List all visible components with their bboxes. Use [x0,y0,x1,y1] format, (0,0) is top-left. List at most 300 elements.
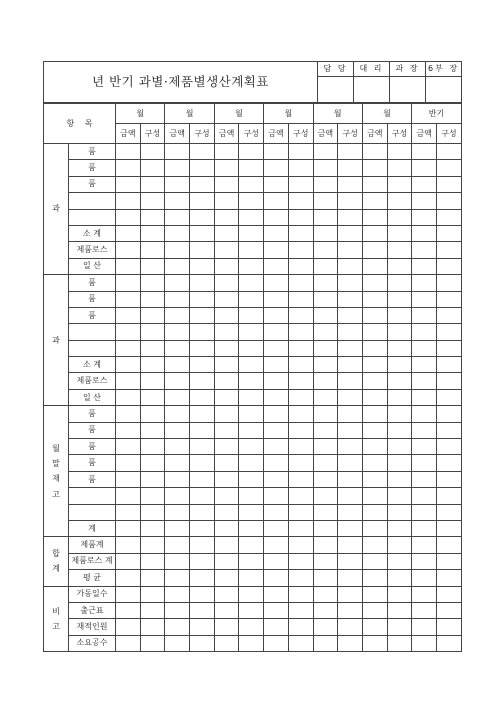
ratio-cell[interactable] [437,160,462,176]
amount-cell[interactable] [165,225,190,241]
ratio-cell[interactable] [387,324,412,340]
ratio-cell[interactable] [338,176,363,192]
amount-cell[interactable] [116,537,141,553]
amount-cell[interactable] [313,291,338,307]
ratio-cell[interactable] [387,635,412,651]
ratio-cell[interactable] [288,488,313,504]
amount-cell[interactable] [264,471,289,487]
ratio-cell[interactable] [190,357,215,373]
ratio-cell[interactable] [338,520,363,536]
amount-cell[interactable] [264,537,289,553]
ratio-cell[interactable] [288,439,313,455]
ratio-cell[interactable] [338,373,363,389]
amount-cell[interactable] [362,619,387,635]
ratio-cell[interactable] [140,275,165,291]
amount-cell[interactable] [362,340,387,356]
ratio-cell[interactable] [140,537,165,553]
ratio-cell[interactable] [140,439,165,455]
amount-cell[interactable] [412,193,437,209]
ratio-cell[interactable] [288,209,313,225]
ratio-cell[interactable] [288,324,313,340]
ratio-cell[interactable] [387,439,412,455]
ratio-cell[interactable] [437,242,462,258]
ratio-cell[interactable] [140,193,165,209]
amount-cell[interactable] [313,471,338,487]
amount-cell[interactable] [313,340,338,356]
amount-cell[interactable] [116,422,141,438]
amount-cell[interactable] [313,602,338,618]
amount-cell[interactable] [362,357,387,373]
amount-cell[interactable] [116,439,141,455]
amount-cell[interactable] [214,635,239,651]
ratio-cell[interactable] [387,537,412,553]
amount-cell[interactable] [116,471,141,487]
ratio-cell[interactable] [387,406,412,422]
ratio-cell[interactable] [338,553,363,569]
amount-cell[interactable] [313,635,338,651]
ratio-cell[interactable] [387,144,412,160]
amount-cell[interactable] [214,602,239,618]
ratio-cell[interactable] [387,553,412,569]
amount-cell[interactable] [362,193,387,209]
ratio-cell[interactable] [338,439,363,455]
amount-cell[interactable] [165,258,190,274]
ratio-cell[interactable] [140,406,165,422]
amount-cell[interactable] [165,291,190,307]
amount-cell[interactable] [264,242,289,258]
ratio-cell[interactable] [288,291,313,307]
ratio-cell[interactable] [338,275,363,291]
amount-cell[interactable] [362,520,387,536]
amount-cell[interactable] [313,488,338,504]
amount-cell[interactable] [214,242,239,258]
ratio-cell[interactable] [288,586,313,602]
ratio-cell[interactable] [190,144,215,160]
amount-cell[interactable] [214,193,239,209]
ratio-cell[interactable] [338,389,363,405]
approval-sign-box[interactable] [318,77,354,103]
ratio-cell[interactable] [190,488,215,504]
ratio-cell[interactable] [140,209,165,225]
ratio-cell[interactable] [140,520,165,536]
ratio-cell[interactable] [437,439,462,455]
ratio-cell[interactable] [437,406,462,422]
ratio-cell[interactable] [190,193,215,209]
ratio-cell[interactable] [338,225,363,241]
ratio-cell[interactable] [437,455,462,471]
ratio-cell[interactable] [387,340,412,356]
amount-cell[interactable] [116,373,141,389]
ratio-cell[interactable] [387,307,412,323]
ratio-cell[interactable] [387,160,412,176]
amount-cell[interactable] [214,406,239,422]
amount-cell[interactable] [116,225,141,241]
ratio-cell[interactable] [239,144,264,160]
amount-cell[interactable] [412,471,437,487]
ratio-cell[interactable] [190,471,215,487]
ratio-cell[interactable] [239,570,264,586]
amount-cell[interactable] [362,275,387,291]
ratio-cell[interactable] [239,193,264,209]
ratio-cell[interactable] [239,176,264,192]
ratio-cell[interactable] [437,619,462,635]
amount-cell[interactable] [264,193,289,209]
amount-cell[interactable] [165,602,190,618]
amount-cell[interactable] [264,357,289,373]
amount-cell[interactable] [165,537,190,553]
amount-cell[interactable] [214,422,239,438]
ratio-cell[interactable] [239,209,264,225]
ratio-cell[interactable] [190,504,215,520]
amount-cell[interactable] [165,635,190,651]
ratio-cell[interactable] [387,209,412,225]
amount-cell[interactable] [412,160,437,176]
amount-cell[interactable] [313,422,338,438]
amount-cell[interactable] [412,258,437,274]
amount-cell[interactable] [165,307,190,323]
amount-cell[interactable] [264,291,289,307]
amount-cell[interactable] [313,504,338,520]
amount-cell[interactable] [116,553,141,569]
amount-cell[interactable] [214,357,239,373]
amount-cell[interactable] [165,144,190,160]
amount-cell[interactable] [313,160,338,176]
ratio-cell[interactable] [140,389,165,405]
ratio-cell[interactable] [239,537,264,553]
ratio-cell[interactable] [338,586,363,602]
amount-cell[interactable] [214,324,239,340]
ratio-cell[interactable] [338,455,363,471]
ratio-cell[interactable] [190,324,215,340]
amount-cell[interactable] [362,373,387,389]
amount-cell[interactable] [412,291,437,307]
amount-cell[interactable] [165,488,190,504]
ratio-cell[interactable] [437,275,462,291]
amount-cell[interactable] [313,455,338,471]
amount-cell[interactable] [313,144,338,160]
amount-cell[interactable] [264,176,289,192]
ratio-cell[interactable] [387,225,412,241]
ratio-cell[interactable] [140,176,165,192]
ratio-cell[interactable] [338,357,363,373]
amount-cell[interactable] [313,537,338,553]
ratio-cell[interactable] [140,488,165,504]
ratio-cell[interactable] [190,602,215,618]
amount-cell[interactable] [264,225,289,241]
ratio-cell[interactable] [140,504,165,520]
amount-cell[interactable] [412,504,437,520]
ratio-cell[interactable] [387,242,412,258]
ratio-cell[interactable] [239,373,264,389]
ratio-cell[interactable] [437,389,462,405]
amount-cell[interactable] [362,176,387,192]
ratio-cell[interactable] [239,242,264,258]
ratio-cell[interactable] [288,258,313,274]
ratio-cell[interactable] [437,635,462,651]
ratio-cell[interactable] [437,537,462,553]
ratio-cell[interactable] [437,193,462,209]
amount-cell[interactable] [214,225,239,241]
ratio-cell[interactable] [437,570,462,586]
ratio-cell[interactable] [338,291,363,307]
ratio-cell[interactable] [190,586,215,602]
amount-cell[interactable] [313,553,338,569]
ratio-cell[interactable] [239,275,264,291]
ratio-cell[interactable] [338,602,363,618]
amount-cell[interactable] [214,537,239,553]
ratio-cell[interactable] [387,357,412,373]
ratio-cell[interactable] [338,160,363,176]
ratio-cell[interactable] [338,471,363,487]
amount-cell[interactable] [214,291,239,307]
amount-cell[interactable] [412,275,437,291]
approval-sign-box[interactable] [354,77,390,103]
amount-cell[interactable] [214,144,239,160]
amount-cell[interactable] [264,275,289,291]
ratio-cell[interactable] [387,520,412,536]
ratio-cell[interactable] [338,619,363,635]
amount-cell[interactable] [264,258,289,274]
amount-cell[interactable] [264,160,289,176]
amount-cell[interactable] [362,291,387,307]
amount-cell[interactable] [412,570,437,586]
amount-cell[interactable] [412,635,437,651]
amount-cell[interactable] [412,602,437,618]
amount-cell[interactable] [116,406,141,422]
amount-cell[interactable] [313,389,338,405]
amount-cell[interactable] [412,225,437,241]
amount-cell[interactable] [412,389,437,405]
ratio-cell[interactable] [239,258,264,274]
ratio-cell[interactable] [288,570,313,586]
amount-cell[interactable] [116,570,141,586]
amount-cell[interactable] [412,537,437,553]
amount-cell[interactable] [165,504,190,520]
amount-cell[interactable] [264,504,289,520]
ratio-cell[interactable] [338,340,363,356]
ratio-cell[interactable] [437,520,462,536]
amount-cell[interactable] [165,373,190,389]
ratio-cell[interactable] [437,357,462,373]
amount-cell[interactable] [313,357,338,373]
amount-cell[interactable] [362,504,387,520]
amount-cell[interactable] [214,619,239,635]
ratio-cell[interactable] [140,635,165,651]
amount-cell[interactable] [165,275,190,291]
ratio-cell[interactable] [140,307,165,323]
amount-cell[interactable] [214,520,239,536]
amount-cell[interactable] [362,258,387,274]
ratio-cell[interactable] [338,488,363,504]
amount-cell[interactable] [264,324,289,340]
amount-cell[interactable] [264,586,289,602]
ratio-cell[interactable] [190,520,215,536]
amount-cell[interactable] [165,340,190,356]
ratio-cell[interactable] [288,635,313,651]
ratio-cell[interactable] [338,504,363,520]
amount-cell[interactable] [116,619,141,635]
ratio-cell[interactable] [387,373,412,389]
ratio-cell[interactable] [338,258,363,274]
amount-cell[interactable] [362,225,387,241]
ratio-cell[interactable] [190,389,215,405]
amount-cell[interactable] [214,488,239,504]
amount-cell[interactable] [362,307,387,323]
amount-cell[interactable] [165,209,190,225]
ratio-cell[interactable] [437,340,462,356]
ratio-cell[interactable] [190,455,215,471]
amount-cell[interactable] [165,193,190,209]
ratio-cell[interactable] [190,553,215,569]
amount-cell[interactable] [362,160,387,176]
amount-cell[interactable] [214,340,239,356]
ratio-cell[interactable] [239,389,264,405]
ratio-cell[interactable] [338,242,363,258]
ratio-cell[interactable] [437,422,462,438]
ratio-cell[interactable] [288,340,313,356]
amount-cell[interactable] [116,586,141,602]
ratio-cell[interactable] [288,225,313,241]
amount-cell[interactable] [116,144,141,160]
ratio-cell[interactable] [387,504,412,520]
ratio-cell[interactable] [338,144,363,160]
amount-cell[interactable] [362,406,387,422]
ratio-cell[interactable] [140,258,165,274]
amount-cell[interactable] [214,160,239,176]
ratio-cell[interactable] [338,422,363,438]
ratio-cell[interactable] [239,324,264,340]
amount-cell[interactable] [264,455,289,471]
amount-cell[interactable] [313,258,338,274]
ratio-cell[interactable] [239,225,264,241]
ratio-cell[interactable] [190,340,215,356]
ratio-cell[interactable] [338,209,363,225]
ratio-cell[interactable] [190,422,215,438]
amount-cell[interactable] [362,488,387,504]
ratio-cell[interactable] [239,455,264,471]
amount-cell[interactable] [412,324,437,340]
ratio-cell[interactable] [140,619,165,635]
amount-cell[interactable] [165,406,190,422]
ratio-cell[interactable] [288,471,313,487]
amount-cell[interactable] [313,324,338,340]
ratio-cell[interactable] [140,553,165,569]
amount-cell[interactable] [264,422,289,438]
amount-cell[interactable] [116,455,141,471]
ratio-cell[interactable] [387,602,412,618]
amount-cell[interactable] [313,586,338,602]
amount-cell[interactable] [313,406,338,422]
amount-cell[interactable] [264,520,289,536]
ratio-cell[interactable] [387,176,412,192]
amount-cell[interactable] [412,176,437,192]
ratio-cell[interactable] [288,389,313,405]
ratio-cell[interactable] [140,291,165,307]
amount-cell[interactable] [214,586,239,602]
amount-cell[interactable] [214,275,239,291]
approval-sign-box[interactable] [426,77,462,103]
amount-cell[interactable] [165,520,190,536]
amount-cell[interactable] [412,340,437,356]
ratio-cell[interactable] [190,635,215,651]
ratio-cell[interactable] [288,357,313,373]
ratio-cell[interactable] [338,193,363,209]
amount-cell[interactable] [362,389,387,405]
ratio-cell[interactable] [437,291,462,307]
ratio-cell[interactable] [338,570,363,586]
amount-cell[interactable] [362,602,387,618]
amount-cell[interactable] [264,144,289,160]
ratio-cell[interactable] [288,275,313,291]
amount-cell[interactable] [165,471,190,487]
ratio-cell[interactable] [338,406,363,422]
ratio-cell[interactable] [288,504,313,520]
ratio-cell[interactable] [190,176,215,192]
amount-cell[interactable] [116,176,141,192]
ratio-cell[interactable] [288,537,313,553]
amount-cell[interactable] [313,373,338,389]
ratio-cell[interactable] [387,275,412,291]
amount-cell[interactable] [165,455,190,471]
ratio-cell[interactable] [387,570,412,586]
ratio-cell[interactable] [239,488,264,504]
amount-cell[interactable] [116,340,141,356]
ratio-cell[interactable] [190,160,215,176]
amount-cell[interactable] [313,209,338,225]
ratio-cell[interactable] [190,209,215,225]
amount-cell[interactable] [362,209,387,225]
amount-cell[interactable] [313,275,338,291]
ratio-cell[interactable] [239,602,264,618]
ratio-cell[interactable] [387,193,412,209]
ratio-cell[interactable] [288,242,313,258]
amount-cell[interactable] [165,553,190,569]
amount-cell[interactable] [264,635,289,651]
ratio-cell[interactable] [437,209,462,225]
ratio-cell[interactable] [288,193,313,209]
amount-cell[interactable] [412,209,437,225]
ratio-cell[interactable] [288,160,313,176]
amount-cell[interactable] [165,357,190,373]
ratio-cell[interactable] [140,160,165,176]
ratio-cell[interactable] [239,471,264,487]
ratio-cell[interactable] [387,586,412,602]
ratio-cell[interactable] [387,422,412,438]
amount-cell[interactable] [116,324,141,340]
ratio-cell[interactable] [140,455,165,471]
ratio-cell[interactable] [239,635,264,651]
amount-cell[interactable] [412,439,437,455]
ratio-cell[interactable] [239,504,264,520]
ratio-cell[interactable] [239,619,264,635]
amount-cell[interactable] [412,242,437,258]
amount-cell[interactable] [214,570,239,586]
ratio-cell[interactable] [387,471,412,487]
ratio-cell[interactable] [190,619,215,635]
ratio-cell[interactable] [140,373,165,389]
ratio-cell[interactable] [239,340,264,356]
amount-cell[interactable] [362,144,387,160]
amount-cell[interactable] [116,602,141,618]
amount-cell[interactable] [165,160,190,176]
amount-cell[interactable] [165,570,190,586]
amount-cell[interactable] [362,455,387,471]
amount-cell[interactable] [214,553,239,569]
amount-cell[interactable] [116,160,141,176]
ratio-cell[interactable] [338,307,363,323]
ratio-cell[interactable] [437,504,462,520]
ratio-cell[interactable] [437,471,462,487]
